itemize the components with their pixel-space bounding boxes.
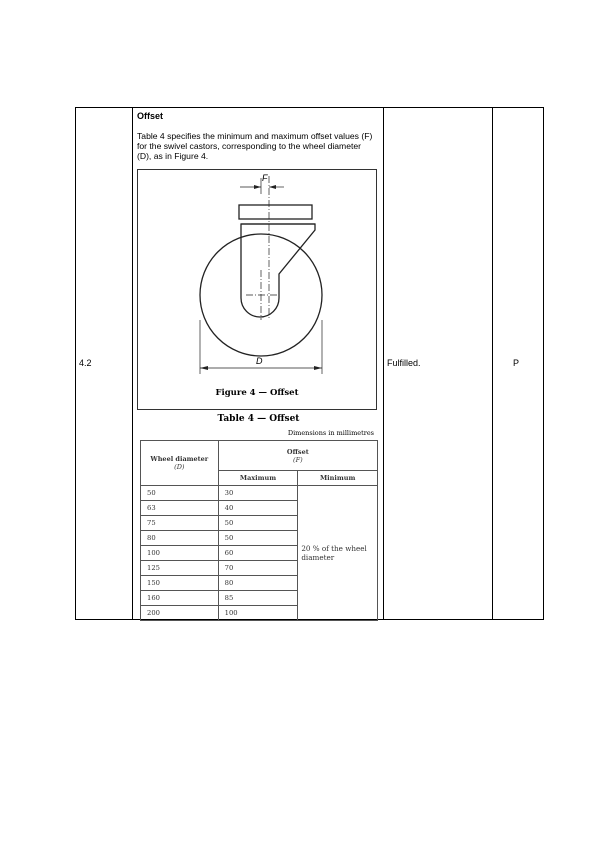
maximum-offset-value: 100 xyxy=(218,606,298,621)
d-dimension-label: D xyxy=(256,356,263,366)
wheel-diameter-value: 160 xyxy=(141,591,219,606)
clause-text: Table 4 specifies the minimum and maximum offset values (F) for the swivel castors, corresponding to the wheel diameter (D), as in Figure 4. xyxy=(137,131,373,162)
header-maximum: Maximum xyxy=(218,471,298,486)
maximum-offset-value: 50 xyxy=(218,531,298,546)
figure-4 xyxy=(137,169,377,410)
offset-table xyxy=(140,440,378,621)
wheel-diameter-value: 200 xyxy=(141,606,219,621)
maximum-offset-value: 30 xyxy=(218,486,298,501)
maximum-offset-value: 70 xyxy=(218,561,298,576)
column-divider xyxy=(492,108,493,619)
maximum-offset-value: 85 xyxy=(218,591,298,606)
header-offset: Offset (F) xyxy=(218,441,377,471)
table-units: Dimensions in millimetres xyxy=(287,429,374,437)
header-wheel-diameter: Wheel diameter (D) xyxy=(141,441,219,486)
clause-heading: Offset xyxy=(137,111,164,121)
maximum-offset-value: 80 xyxy=(218,576,298,591)
requirement-cell xyxy=(133,108,384,619)
wheel-diameter-value: 75 xyxy=(141,516,219,531)
wheel-diameter-value: 63 xyxy=(141,501,219,516)
wheel-diameter-value: 125 xyxy=(141,561,219,576)
result-remark: Fulfilled. xyxy=(387,358,421,368)
top-plate xyxy=(239,205,312,219)
minimum-offset-value: 20 % of the wheel diameter xyxy=(298,486,378,621)
clause-table xyxy=(75,107,544,620)
table-title: Table 4 — Offset xyxy=(217,414,300,424)
maximum-offset-value: 40 xyxy=(218,501,298,516)
wheel-diameter-value: 50 xyxy=(141,486,219,501)
castor-drawing xyxy=(138,170,376,409)
figure-caption: Figure 4 — Offset xyxy=(215,388,299,398)
f-dimension-label: F xyxy=(262,173,268,183)
fork xyxy=(241,224,315,317)
clause-number: 4.2 xyxy=(79,358,92,368)
wheel-diameter-value: 100 xyxy=(141,546,219,561)
table-row xyxy=(141,486,378,501)
wheel-diameter-value: 150 xyxy=(141,576,219,591)
header-minimum: Minimum xyxy=(298,471,378,486)
verdict: P xyxy=(513,358,520,368)
maximum-offset-value: 60 xyxy=(218,546,298,561)
maximum-offset-value: 50 xyxy=(218,516,298,531)
wheel-diameter-value: 80 xyxy=(141,531,219,546)
